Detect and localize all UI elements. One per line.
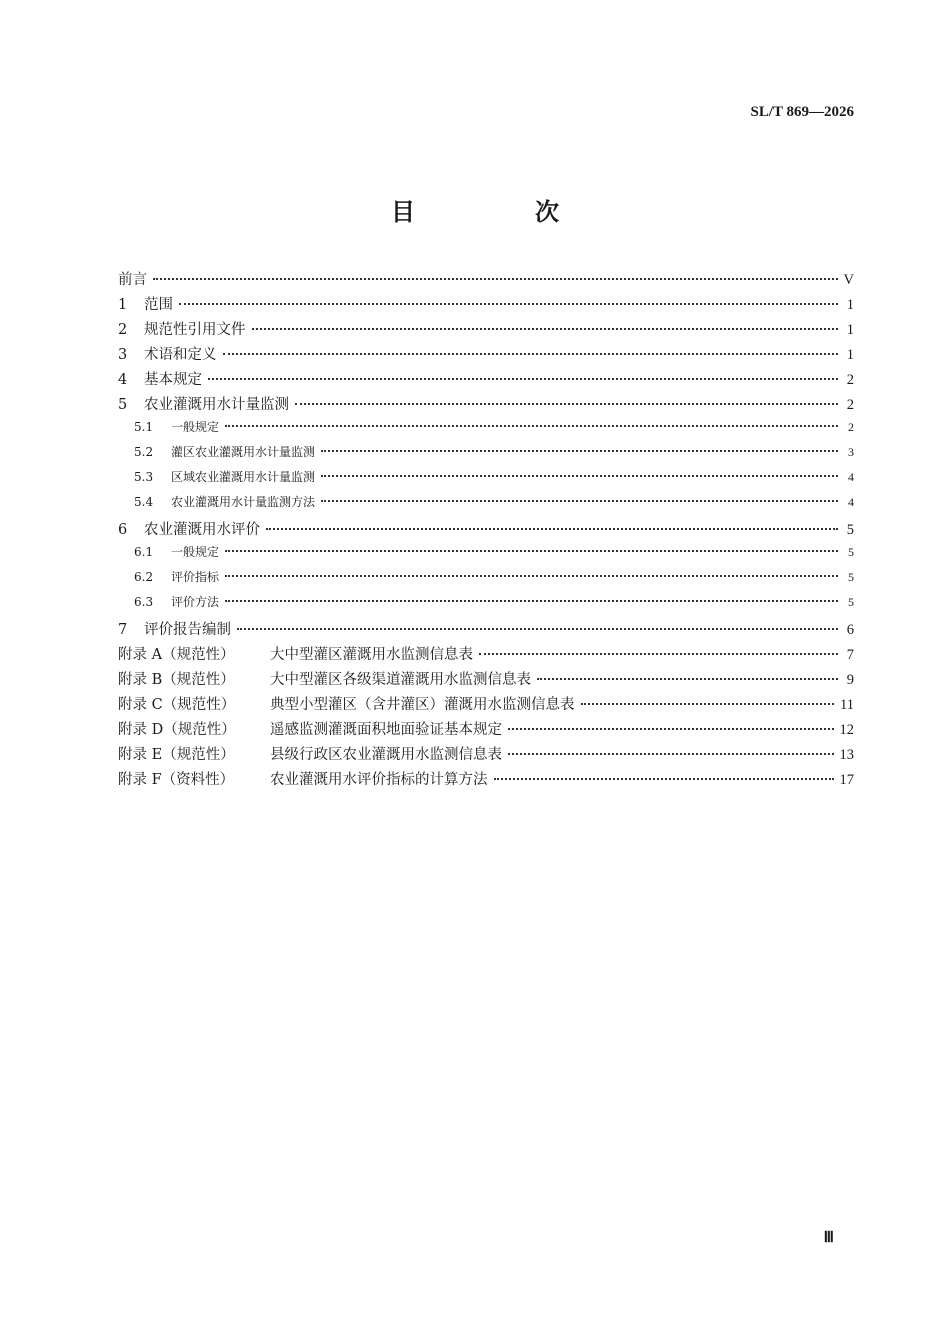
toc-entry-label: 农业灌溉用水计量监测方法 [171,495,316,509]
toc-entry-label: 评价指标 [171,570,220,584]
toc-leader-dots [321,499,838,502]
toc-leader-dots [225,574,838,577]
toc-appendix-tag: 附录 B（规范性） [118,672,235,688]
toc-entry-label: 农业灌溉用水评价指标的计算方法 [270,772,488,788]
toc-leader-dots [321,474,838,477]
toc-entry[interactable] [118,518,854,543]
toc-entry-label: 前言 [118,272,147,288]
table-of-contents [118,268,854,793]
toc-entry-label: 灌区农业灌溉用水计量监测 [171,445,316,459]
toc-entry-number: 6.3 [134,595,154,609]
toc-leader-dots [266,527,838,530]
toc-appendix-tag: 附录 D（规范性） [118,722,236,738]
toc-leader-dots [295,402,838,405]
toc-leader-dots [537,677,838,680]
toc-entry[interactable] [118,593,854,618]
toc-leader-dots [225,599,838,602]
toc-entry-page: 1 [846,297,854,313]
toc-entry-page: 5 [846,522,854,538]
toc-entry-label: 农业灌溉用水计量监测 [144,397,289,413]
toc-entry[interactable] [118,768,854,793]
toc-entry[interactable] [118,343,854,368]
toc-entry[interactable] [118,468,854,493]
toc-entry-number: 5.2 [134,445,154,459]
toc-entry-page: V [843,272,854,288]
toc-leader-dots [581,702,835,705]
toc-entry-label: 评价方法 [171,595,220,609]
toc-appendix-tag: 附录 E（规范性） [118,747,235,763]
toc-entry-number: 5.4 [134,495,154,509]
toc-entry[interactable] [118,268,854,293]
toc-leader-dots [237,627,838,630]
toc-entry-page: 3 [848,445,854,459]
toc-appendix-tag: 附录 C（规范性） [118,697,236,713]
toc-entry-label: 大中型灌区灌溉用水监测信息表 [270,647,473,663]
page-number: Ⅲ [823,1230,834,1246]
toc-entry-label: 典型小型灌区（含井灌区）灌溉用水监测信息表 [270,697,575,713]
toc-entry-label: 范围 [144,297,173,313]
toc-entry-number: 7 [118,622,128,638]
toc-entry-page: 2 [846,397,854,413]
toc-entry[interactable] [118,318,854,343]
toc-entry-number: 6.1 [134,545,154,559]
toc-leader-dots [494,777,834,780]
toc-entry-label: 基本规定 [144,372,202,388]
toc-leader-dots [508,727,834,730]
toc-entry-page: 4 [848,470,854,484]
toc-leader-dots [208,377,838,380]
toc-entry-number: 5 [118,397,128,413]
toc-leader-dots [179,302,838,305]
toc-entry[interactable] [118,543,854,568]
toc-entry-label: 区域农业灌溉用水计量监测 [171,470,316,484]
toc-entry-page: 5 [848,545,854,559]
toc-entry-number: 5.3 [134,470,154,484]
toc-entry-page: 9 [846,672,854,688]
toc-entry-page: 11 [840,697,854,713]
standard-code: SL/T 869—2026 [750,104,854,120]
toc-entry-number: 3 [118,347,128,363]
toc-entry-page: 4 [848,495,854,509]
toc-entry[interactable] [118,368,854,393]
toc-entry[interactable] [118,643,854,668]
toc-entry[interactable] [118,493,854,518]
toc-entry-label: 农业灌溉用水评价 [144,522,260,538]
toc-entry-label: 遥感监测灌溉面积地面验证基本规定 [270,722,502,738]
toc-entry[interactable] [118,693,854,718]
toc-entry-page: 1 [846,322,854,338]
toc-entry-page: 1 [846,347,854,363]
toc-entry-page: 7 [846,647,854,663]
toc-entry[interactable] [118,293,854,318]
toc-leader-dots [479,652,838,655]
toc-entry-label: 评价报告编制 [144,622,231,638]
toc-entry-label: 一般规定 [171,420,220,434]
toc-entry-page: 2 [846,372,854,388]
toc-entry-label: 一般规定 [171,545,220,559]
toc-entry[interactable] [118,568,854,593]
toc-entry[interactable] [118,668,854,693]
toc-entry-page: 17 [839,772,854,788]
toc-entry-page: 13 [839,747,854,763]
toc-entry[interactable] [118,618,854,643]
toc-entry[interactable] [118,418,854,443]
toc-entry-number: 6.2 [134,570,154,584]
toc-leader-dots [223,352,839,355]
toc-entry-page: 2 [848,420,854,434]
toc-entry[interactable] [118,393,854,418]
toc-entry-number: 2 [118,322,128,338]
page-title: 目 次 [391,198,607,226]
toc-entry-page: 12 [839,722,854,738]
toc-entry[interactable] [118,443,854,468]
toc-entry-label: 县级行政区农业灌溉用水监测信息表 [270,747,502,763]
toc-entry-number: 4 [118,372,128,388]
toc-leader-dots [153,277,838,280]
toc-entry-label: 大中型灌区各级渠道灌溉用水监测信息表 [270,672,531,688]
toc-entry-page: 5 [848,570,854,584]
toc-entry-number: 5.1 [134,420,154,434]
toc-leader-dots [225,549,838,552]
toc-entry-page: 6 [846,622,854,638]
toc-leader-dots [225,424,838,427]
toc-entry[interactable] [118,718,854,743]
toc-entry-number: 6 [118,522,128,538]
toc-entry-number: 1 [118,297,128,313]
toc-leader-dots [252,327,839,330]
toc-entry[interactable] [118,743,854,768]
toc-entry-page: 5 [848,595,854,609]
toc-leader-dots [321,449,838,452]
toc-entry-label: 术语和定义 [144,347,217,363]
toc-appendix-tag: 附录 A（规范性） [118,647,235,663]
toc-leader-dots [508,752,834,755]
toc-appendix-tag: 附录 F（资料性） [118,772,235,788]
toc-entry-label: 规范性引用文件 [144,322,246,338]
